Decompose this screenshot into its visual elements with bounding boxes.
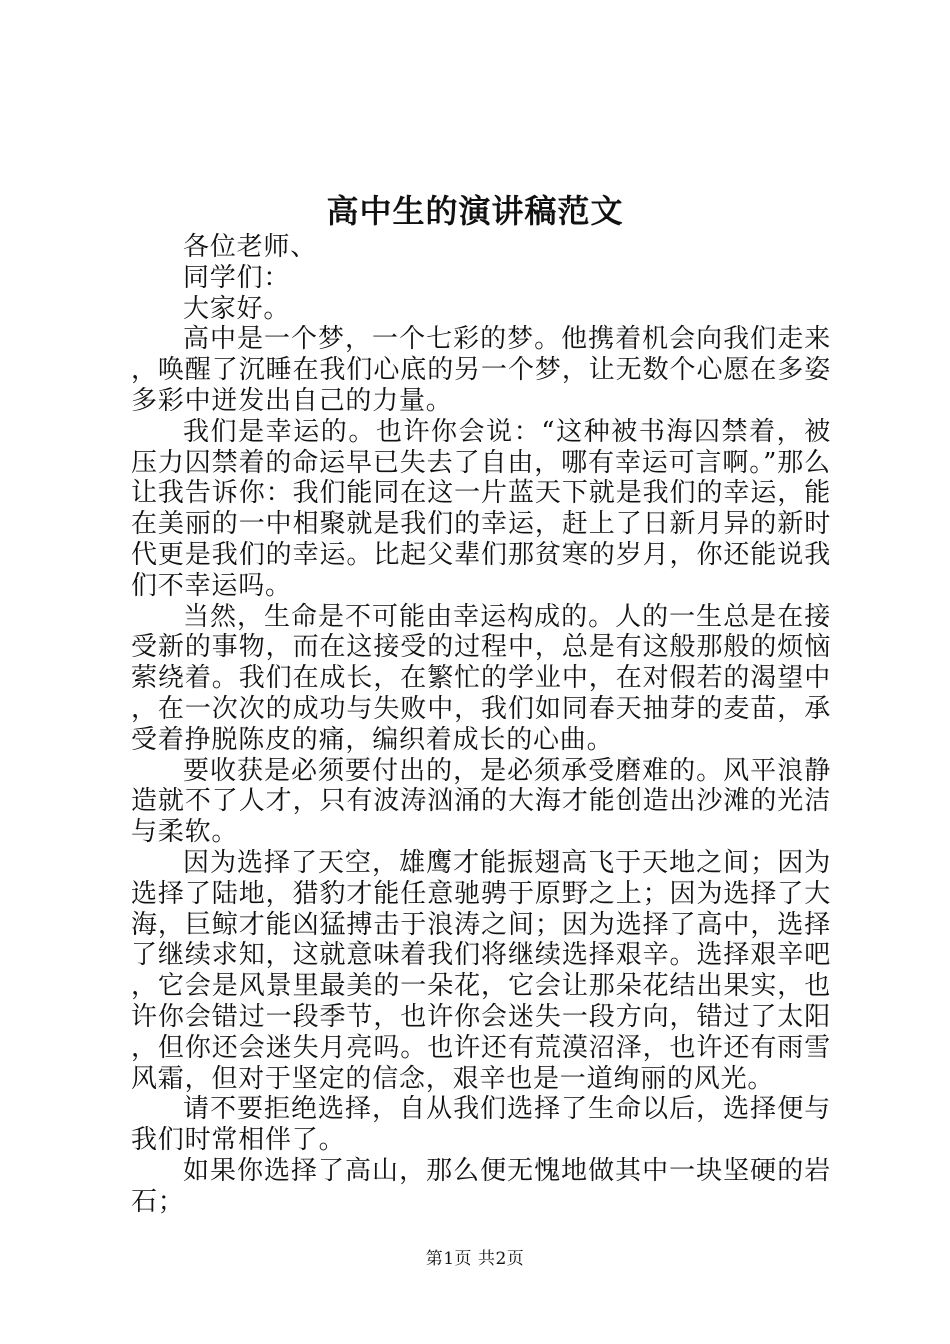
paragraph-growth: 当然，生命是不可能由幸运构成的。人的一生总是在接受新的事物，而在这接受的过程中，总是有这般那般的烦恼萦绕着。我们在成长，在繁忙的学业中，在对假若的渴望中，在一次次的成功与失败中，我们如同春天抽芽的麦苗，承受着挣脱陈皮的痛，编织着成长的心曲。 xyxy=(131,601,831,755)
paragraph-choice: 因为选择了天空，雄鹰才能振翅高飞于天地之间；因为选择了陆地，猎豹才能任意驰骋于原野之上；因为选择了大海，巨鲸才能凶猛搏击于浪涛之间；因为选择了高中，选择了继续求知，这就意味着我们将继续选择艰辛。选择艰辛吧，它会是风景里最美的一朵花，它会让那朵花结出果实，也许你会错过一段季节，也许你会迷失一段方向，错过了太阳，但你还会迷失月亮吗。也许还有荒漠沼泽，也许还有雨雪风霜，但对于坚定的信念，艰辛也是一道绚丽的风光。 xyxy=(131,847,831,1094)
salutation-teachers: 各位老师、 xyxy=(183,232,318,262)
paragraph-lucky: 我们是幸运的。也许你会说：“这种被书海囚禁着，被压力囚禁着的命运早已失去了自由，哪有幸运可言啊。”那么让我告诉你：我们能同在这一片蓝天下就是我们的幸运，能在美丽的一中相聚就是我们的幸运，赶上了日新月异的新时代更是我们的幸运。比起父辈们那贫寒的岁月，你还能说我们不幸运吗。 xyxy=(131,416,831,601)
paragraph-hardship: 要收获是必须要付出的，是必须承受磨难的。风平浪静造就不了人才，只有波涛汹涌的大海才能创造出沙滩的光洁与柔软。 xyxy=(131,755,831,848)
paragraph-mountain: 如果你选择了高山，那么便无愧地做其中一块坚硬的岩石； xyxy=(131,1155,831,1217)
salutation-classmates: 同学们： xyxy=(183,262,291,293)
greeting: 大家好。 xyxy=(183,293,291,324)
page-number-footer: 第1页 共2页 xyxy=(425,1249,525,1269)
paragraph-do-not-refuse: 请不要拒绝选择，自从我们选择了生命以后，选择便与我们时常相伴了。 xyxy=(131,1094,831,1156)
document-title: 高中生的演讲稿范文 xyxy=(326,192,624,230)
paragraph-dream: 高中是一个梦，一个七彩的梦。他携着机会向我们走来，唤醒了沉睡在我们心底的另一个梦，让无数个心愿在多姿多彩中迸发出自己的力量。 xyxy=(131,324,831,416)
document-body xyxy=(131,232,831,1218)
